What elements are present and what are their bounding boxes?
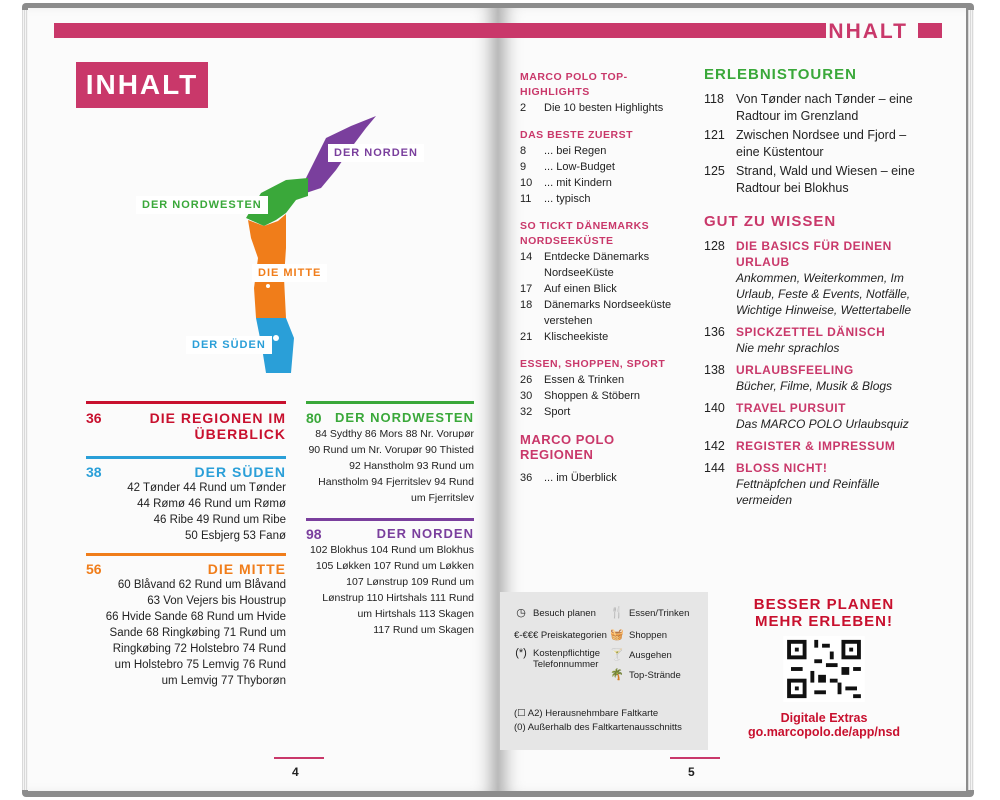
place-line: 42 Tønder 44 Rund um Tønder bbox=[127, 482, 286, 494]
region-block-norden bbox=[306, 526, 474, 638]
legend-tel: (*) Kostenpflichtige Telefonnummer bbox=[515, 647, 601, 670]
region-places bbox=[86, 480, 286, 544]
entry-title: ... mit Kindern bbox=[544, 177, 612, 189]
entry-page: 18 bbox=[520, 299, 533, 311]
place-line: 117 Rund um Skagen bbox=[373, 624, 474, 636]
promo-url[interactable]: go.marcopolo.de/app/nsd bbox=[747, 725, 901, 739]
toc-entry[interactable] bbox=[520, 191, 680, 207]
place-line: 46 Ribe 49 Rund um Ribe bbox=[153, 514, 286, 526]
entry-page: 36 bbox=[520, 472, 533, 484]
entry-page: 2 bbox=[520, 102, 527, 114]
place-line: Lønstrup 110 Hirtshals 111 Rund bbox=[322, 592, 474, 604]
entry-page: 138 bbox=[704, 363, 725, 377]
region-num: 80 bbox=[306, 410, 322, 426]
divider-regionen bbox=[86, 401, 286, 404]
region-title: DIE MITTE bbox=[207, 561, 286, 577]
region-block-nordwesten bbox=[306, 410, 474, 506]
cocktail-icon: 🍸 bbox=[610, 649, 624, 661]
page-edges-right bbox=[968, 10, 974, 790]
legend-preis: €-€€€ Preiskategorien bbox=[514, 630, 607, 641]
entry-title: Klischeekiste bbox=[544, 331, 609, 343]
map-label-norden: DER NORDEN bbox=[328, 144, 424, 162]
region-block-mitte bbox=[86, 561, 286, 689]
entry-title: SPICKZETTEL DÄNISCH bbox=[736, 325, 886, 339]
entry-title: Von Tønder nach Tønder – eine Radtour im Grenzland bbox=[736, 92, 913, 123]
legend-essen: 🍴 Essen/Trinken bbox=[610, 607, 690, 619]
tour-entry[interactable] bbox=[704, 91, 924, 125]
entry-title: Dänemarks Nordseeküste verstehen bbox=[544, 299, 672, 327]
place-line: 60 Blåvand 62 Rund um Blåvand bbox=[117, 579, 286, 591]
place-line: um Holstebro 75 Lemvig 76 Rund bbox=[114, 659, 286, 671]
place-line: um Hirtshals 113 Skagen bbox=[357, 608, 474, 620]
page-mark bbox=[274, 757, 324, 759]
toc-entry[interactable] bbox=[520, 159, 680, 175]
entry-page: 26 bbox=[520, 374, 533, 386]
entry-page: 32 bbox=[520, 406, 533, 418]
entry-page: 144 bbox=[704, 461, 725, 475]
entry-title: Strand, Wald und Wiesen – eine Radtour bei Blokhus bbox=[736, 164, 915, 195]
gut-entry[interactable] bbox=[704, 238, 924, 318]
entry-title: ... Low-Budget bbox=[544, 161, 615, 173]
entry-page: 140 bbox=[704, 401, 725, 415]
entry-title: Essen & Trinken bbox=[544, 374, 625, 386]
divider-sueden bbox=[86, 456, 286, 459]
entry-title: Auf einen Blick bbox=[544, 283, 617, 295]
place-line: 107 Lønstrup 109 Rund um bbox=[346, 576, 474, 588]
entry-page: 121 bbox=[704, 128, 725, 142]
page-number: 5 bbox=[688, 765, 695, 779]
promo-line-1: BESSER PLANEN bbox=[753, 596, 895, 613]
entry-page: 11 bbox=[520, 193, 532, 205]
entry-page: 21 bbox=[520, 331, 533, 343]
region-num: 36 bbox=[86, 410, 102, 426]
region-num: 56 bbox=[86, 561, 102, 577]
entry-page: 17 bbox=[520, 283, 533, 295]
toc-entry[interactable] bbox=[520, 388, 680, 404]
toc-entry[interactable] bbox=[520, 143, 680, 159]
section-head: MARCO POLO TOP-HIGHLIGHTS bbox=[520, 71, 628, 98]
asterisk-mark: (*) bbox=[515, 647, 527, 659]
toc-entry[interactable] bbox=[520, 100, 680, 116]
gut-entry[interactable] bbox=[704, 362, 924, 394]
section-head-gut: GUT ZU WISSEN bbox=[704, 213, 837, 230]
section-head: DAS BESTE ZUERST bbox=[520, 129, 634, 141]
entry-title: URLAUBSFEELING bbox=[736, 363, 854, 377]
gut-entry[interactable] bbox=[704, 438, 924, 454]
entry-title: Sport bbox=[544, 406, 571, 418]
place-line: 44 Rømø 46 Rund um Rømø bbox=[137, 498, 286, 510]
region-places bbox=[306, 426, 474, 506]
entry-page: 128 bbox=[704, 239, 725, 253]
region-title: DIE REGIONEN IM ÜBERBLICK bbox=[149, 410, 286, 442]
place-line: 90 Rund um Nr. Vorupør 90 Thisted bbox=[308, 444, 474, 456]
clock-icon: ◷ bbox=[516, 607, 526, 619]
section-head: ESSEN, SHOPPEN, SPORT bbox=[520, 358, 666, 370]
tour-entry[interactable] bbox=[704, 163, 924, 197]
entry-page: 142 bbox=[704, 439, 725, 453]
divider-mitte bbox=[86, 553, 286, 556]
region-places bbox=[306, 542, 474, 638]
place-line: 66 Hvide Sande 68 Rund um Hvide bbox=[105, 611, 286, 623]
entry-subtitle: Nie mehr sprachlos bbox=[736, 341, 840, 355]
place-line: um Lemvig 77 Thyborøn bbox=[161, 675, 286, 687]
top-bar-end bbox=[918, 23, 942, 38]
region-num: 38 bbox=[86, 464, 102, 480]
page-title: INHALT bbox=[76, 62, 208, 108]
legend-ausserhalb: (0) Außerhalb des Faltkartenausschnitts bbox=[514, 722, 682, 733]
page-header: INHALT bbox=[820, 20, 908, 43]
entry-page: 125 bbox=[704, 164, 725, 178]
toc-entry[interactable] bbox=[520, 470, 680, 486]
toc-entry[interactable] bbox=[520, 249, 680, 281]
gut-entry[interactable] bbox=[704, 324, 924, 356]
qr-code-icon[interactable] bbox=[782, 636, 866, 702]
place-line: 92 Hanstholm 93 Rund um bbox=[349, 460, 474, 472]
toc-entry[interactable] bbox=[520, 281, 680, 297]
entry-title: ... bei Regen bbox=[544, 145, 607, 157]
place-line: Hanstholm 94 Fjerritslev 94 Rund bbox=[318, 476, 474, 488]
entry-page: 30 bbox=[520, 390, 533, 402]
place-line: Ringkøbing 72 Holstebro 74 Rund bbox=[112, 643, 286, 655]
entry-subtitle: Bücher, Filme, Musik & Blogs bbox=[736, 379, 893, 393]
palm-tree-icon: 🌴 bbox=[610, 669, 624, 681]
toc-entry[interactable] bbox=[520, 372, 680, 388]
legend-ausgehen: 🍸 Ausgehen bbox=[610, 649, 672, 661]
map-label-nordwesten: DER NORDWESTEN bbox=[136, 196, 268, 214]
gut-entry[interactable] bbox=[704, 400, 924, 432]
entry-title: BLOSS NICHT! bbox=[736, 461, 828, 475]
region-title: DER NORDWESTEN bbox=[335, 410, 474, 425]
region-places bbox=[86, 577, 286, 689]
legend-box bbox=[500, 592, 708, 750]
page-mark bbox=[670, 757, 720, 759]
entry-subtitle: Fettnäpfchen und Reinfälle vermeiden bbox=[736, 477, 880, 507]
promo-block bbox=[724, 596, 924, 739]
tour-entry[interactable] bbox=[704, 127, 924, 161]
legend-besuch: ◷ Besuch planen bbox=[514, 608, 596, 619]
top-bar bbox=[54, 23, 498, 38]
place-line: 84 Sydthy 86 Mors 88 Nr. Vorupør bbox=[315, 428, 474, 440]
page-number: 4 bbox=[292, 765, 299, 779]
legend-strand: 🌴 Top-Strände bbox=[610, 669, 681, 681]
map-label-mitte: DIE MITTE bbox=[252, 264, 327, 282]
toc-column-1 bbox=[520, 70, 680, 486]
legend-shoppen: 🧺 Shoppen bbox=[610, 629, 668, 641]
entry-page: 14 bbox=[520, 251, 533, 263]
promo-line-2: MEHR ERLEBEN! bbox=[754, 613, 893, 630]
left-page bbox=[28, 8, 498, 791]
region-title: DER SÜDEN bbox=[194, 464, 286, 480]
entry-title: REGISTER & IMPRESSUM bbox=[736, 439, 896, 453]
place-line: um Fjerritslev bbox=[410, 492, 474, 504]
entry-title: ... im Überblick bbox=[544, 472, 617, 484]
entry-page: 9 bbox=[520, 161, 527, 173]
gut-entry[interactable] bbox=[704, 460, 924, 508]
toc-entry[interactable] bbox=[520, 329, 680, 345]
region-title: DER NORDEN bbox=[376, 526, 474, 541]
legend-faltkarte: (☐ A2) Herausnehmbare Faltkarte bbox=[514, 708, 659, 719]
toc-entry[interactable] bbox=[520, 404, 680, 420]
right-page bbox=[498, 8, 966, 791]
entry-title: Zwischen Nordsee und Fjord – eine Küstentour bbox=[736, 128, 907, 159]
entry-subtitle: Ankommen, Weiterkommen, Im Urlaub, Feste & Events, Notfälle, Wichtige Hinweise, Wettertabelle bbox=[736, 271, 912, 317]
divider-nordwesten bbox=[306, 401, 474, 404]
place-line: 63 Von Vejers bis Houstrup bbox=[147, 595, 286, 607]
divider-norden bbox=[306, 518, 474, 521]
entry-title: TRAVEL PURSUIT bbox=[736, 401, 846, 415]
entry-title: Shoppen & Stöbern bbox=[544, 390, 641, 402]
section-head: SO TICKT DÄNEMARKS NORDSEEKÜSTE bbox=[520, 220, 650, 247]
top-bar bbox=[498, 23, 826, 38]
entry-title: DIE BASICS FÜR DEINEN URLAUB bbox=[736, 239, 892, 269]
entry-title: Die 10 besten Highlights bbox=[544, 102, 664, 114]
entry-page: 10 bbox=[520, 177, 533, 189]
entry-page: 8 bbox=[520, 145, 527, 157]
region-block-regionen bbox=[86, 410, 286, 442]
regionen-head: MARCO POLO REGIONEN bbox=[520, 432, 615, 462]
place-line: Sande 68 Ringkøbing 71 Rund um bbox=[109, 627, 286, 639]
place-line: 102 Blokhus 104 Rund um Blokhus bbox=[309, 544, 474, 556]
toc-entry[interactable] bbox=[520, 175, 680, 191]
cutlery-icon: 🍴 bbox=[610, 607, 624, 619]
map-label-sueden: DER SÜDEN bbox=[186, 336, 272, 354]
promo-extras: Digitale Extras bbox=[780, 711, 868, 725]
entry-page: 136 bbox=[704, 325, 725, 339]
region-block-sueden bbox=[86, 464, 286, 544]
shopping-basket-icon: 🧺 bbox=[610, 629, 624, 641]
entry-subtitle: Das MARCO POLO Urlaubsquiz bbox=[736, 417, 909, 431]
entry-title: ... typisch bbox=[544, 193, 591, 205]
toc-entry[interactable] bbox=[520, 297, 680, 329]
section-head-tours: ERLEBNISTOUREN bbox=[704, 66, 857, 83]
place-line: 105 Løkken 107 Rund um Løkken bbox=[315, 560, 474, 572]
place-line: 50 Esbjerg 53 Fanø bbox=[184, 530, 286, 542]
entry-title: Entdecke Dänemarks NordseeKüste bbox=[544, 251, 650, 279]
toc-column-2 bbox=[704, 66, 924, 508]
region-num: 98 bbox=[306, 526, 322, 542]
entry-page: 118 bbox=[704, 92, 724, 106]
